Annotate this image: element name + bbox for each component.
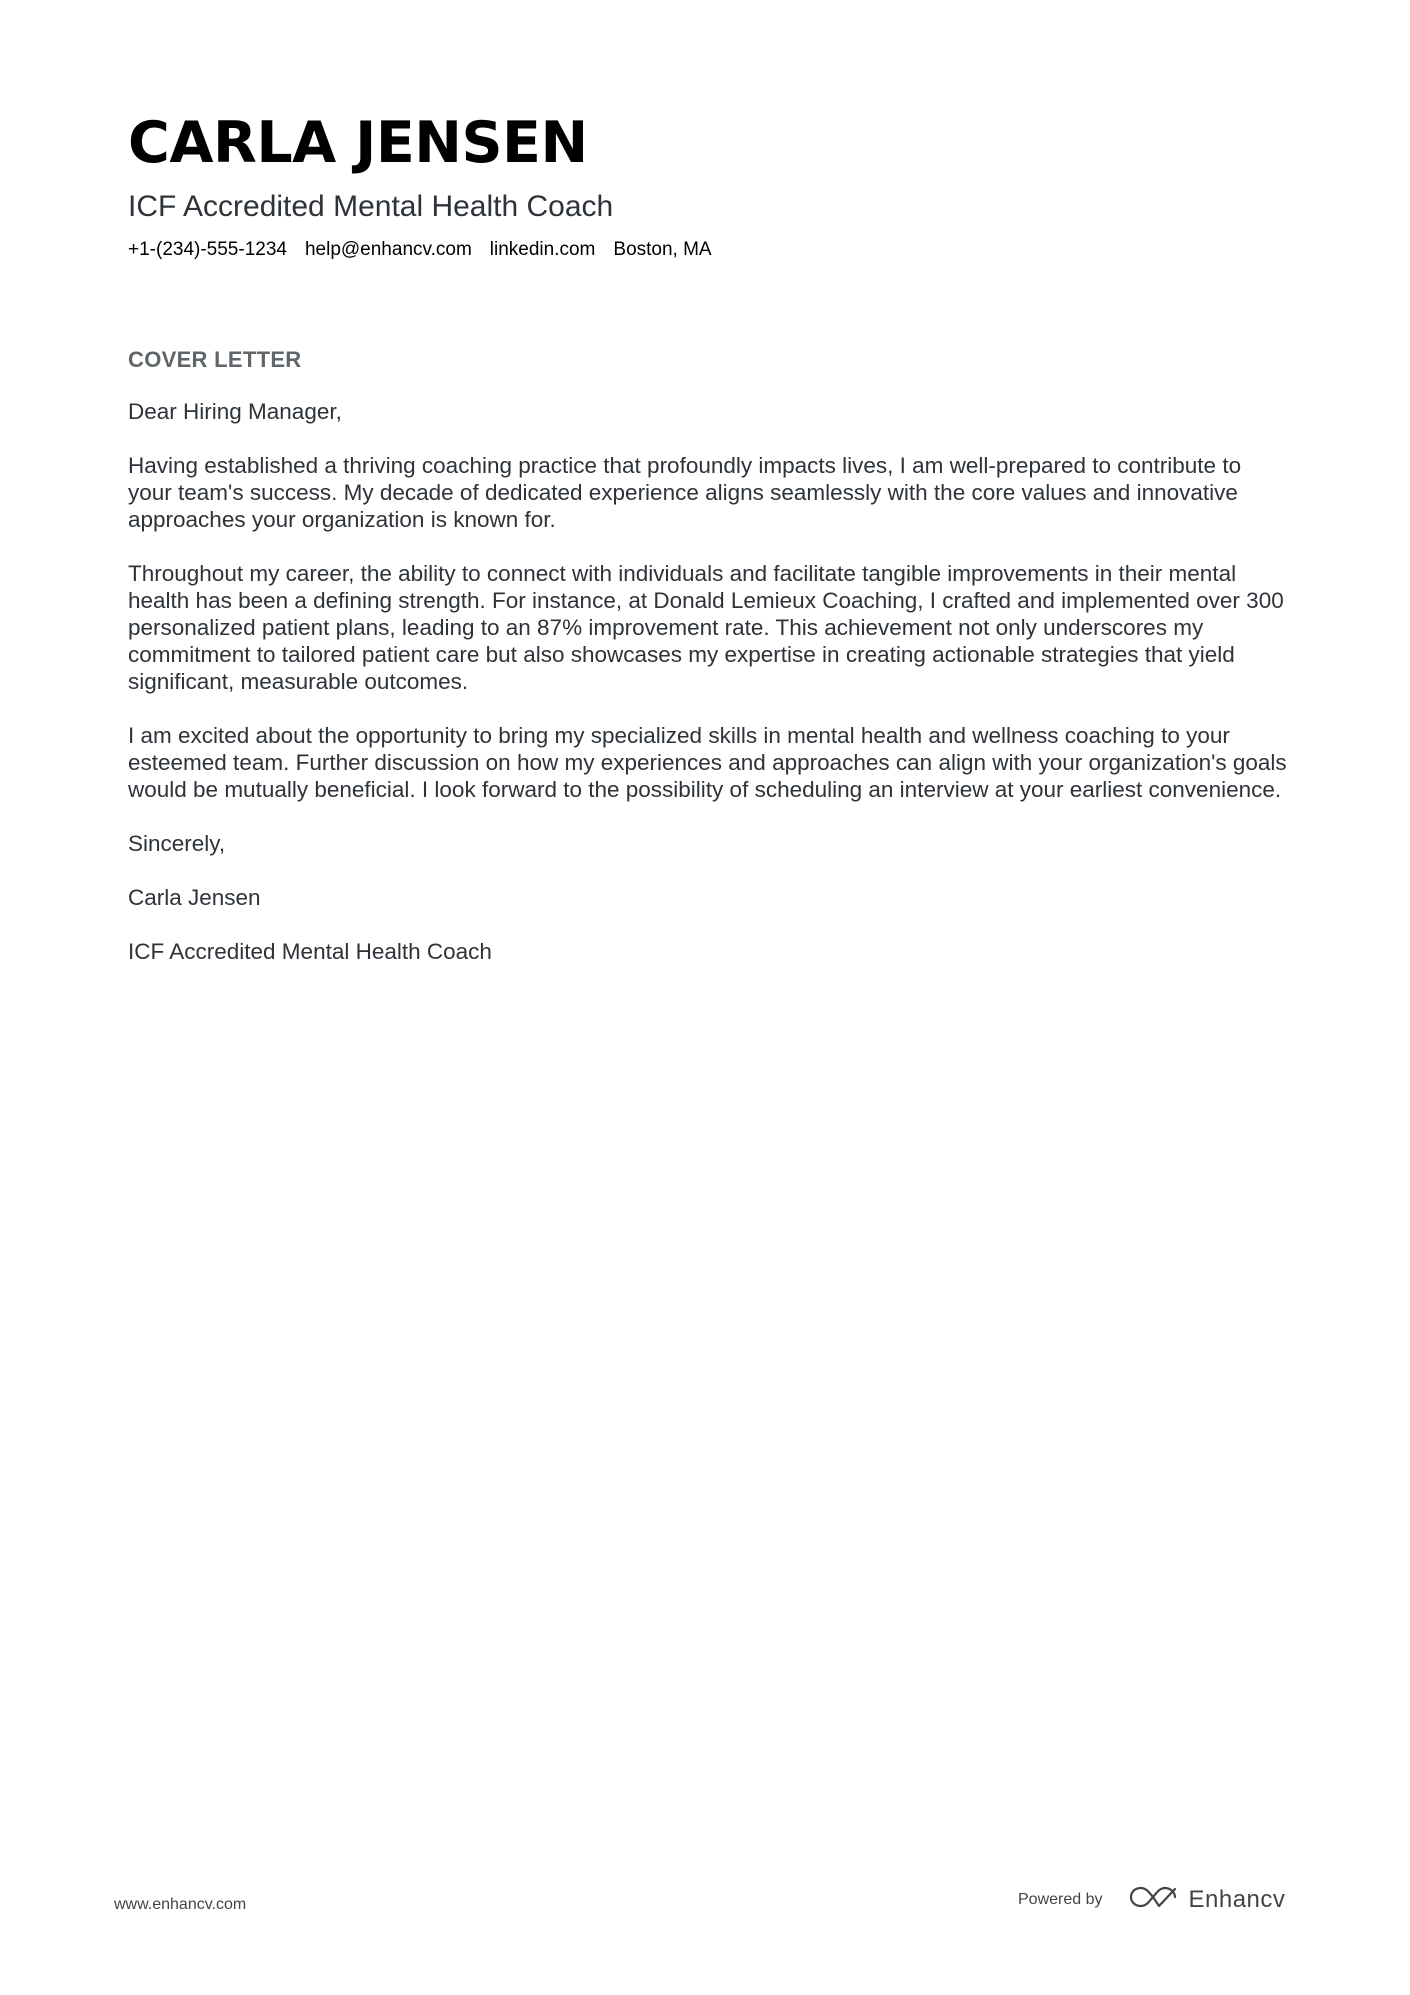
- letter-body: [128, 346, 1288, 992]
- email-address[interactable]: help@enhancv.com: [304, 239, 472, 260]
- location: Boston, MA: [613, 239, 712, 260]
- phone-number: +1-(234)-555-1234: [128, 239, 287, 260]
- footer-branding: [1018, 1884, 1285, 1915]
- closing: Sincerely,: [128, 831, 226, 856]
- footer-website[interactable]: www.enhancv.com: [114, 1896, 247, 1913]
- contact-info: [128, 238, 1278, 262]
- infinity-logo-icon: [1129, 1884, 1177, 1915]
- signature-title: ICF Accredited Mental Health Coach: [128, 939, 492, 964]
- signature-name: Carla Jensen: [128, 885, 261, 910]
- body-paragraph-1: Having established a thriving coaching practice that profoundly impacts lives, I am well-prepared to contribute to your team's success. My decade of dedicated experience aligns seamlessly with the core values and innovative approaches your organization is known for.: [128, 453, 1242, 532]
- letter-header: [128, 108, 1278, 262]
- powered-by-label: Powered by: [1018, 1890, 1103, 1908]
- body-paragraph-3: I am excited about the opportunity to bring my specialized skills in mental health and wellness coaching to your esteemed team. Further discussion on how my experiences and approaches can align with your organization's goals would be mutually beneficial. I look forward to the possibility of scheduling an interview at your earliest convenience.: [128, 723, 1287, 802]
- brand-name: Enhancv: [1188, 1885, 1286, 1913]
- applicant-title: ICF Accredited Mental Health Coach: [128, 190, 614, 223]
- body-paragraph-2: Throughout my career, the ability to connect with individuals and facilitate tangible improvements in their mental health has been a defining strength. For instance, at Donald Lemieux Coaching, I crafted and implemented over 300 personalized patient plans, leading to an 87% improvement rate. This achievement not only underscores my commitment to tailored patient care but also showcases my expertise in creating actionable strategies that yield significant, measurable outcomes.: [128, 561, 1284, 694]
- section-heading: COVER LETTER: [128, 347, 302, 372]
- brand-logo[interactable]: [1129, 1884, 1286, 1915]
- applicant-name: CARLA JENSEN: [128, 110, 588, 176]
- greeting: Dear Hiring Manager,: [128, 399, 342, 424]
- linkedin-link[interactable]: linkedin.com: [489, 239, 596, 260]
